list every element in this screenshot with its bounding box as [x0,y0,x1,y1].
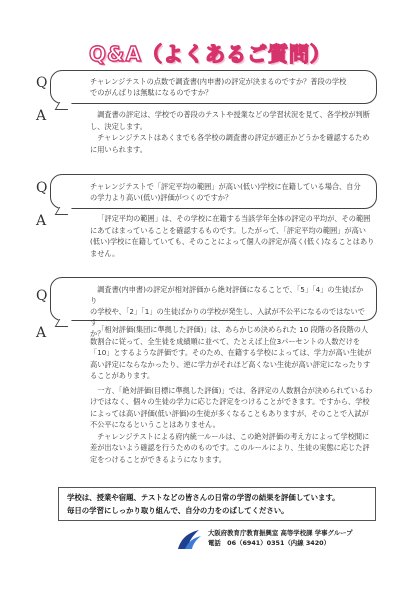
organization-phone: 電話 06（6941）0351（内線 3420） [208,539,330,547]
summary-box [58,487,376,521]
q-mark: Q [36,180,48,196]
summary-line: 学校は、授業や宿題、テストなどの皆さんの日常の学習の結果を評価しています。 [67,493,340,502]
question-line: 調査書(内申書)の評定が相対評価から絶対評価になることで、「5」「4」の生徒ばかり [90,285,364,305]
answer-paragraph: チャレンジテストはあくまでも各学校の調査書の評定が適正かどうかを確認するために用いられます。 [90,133,370,154]
answer-text [90,109,375,155]
a-mark: A [36,325,47,341]
a-mark: A [36,213,47,229]
q-mark: Q [36,288,48,304]
summary-line: 毎日の学習にしっかり取り組んで、自分の力をのばしてください。 [67,506,289,515]
question-text [90,76,370,98]
answer-text [90,213,375,259]
answer-paragraph: 一方、「絶対評価(目標に準拠した評価)」では、各評定の人数割合が決められているわけではなく、個々の生徒の学力に応じた評定をつけることができます。ですから、学校によっては高い評価(低い評価)の生徒が多くなることもありますが、そのことで入試が不公平になるということはありません。 [90,385,373,429]
answer-paragraph: 調査書の評定は、学校での普段のテストや授業などの学習状況を見て、各学校が判断し、決定します。 [90,110,370,131]
answer-paragraph: 「相対評価(集団に準拠した評価)」は、あらかじめ決められた 10 段階の各段階の人数割合に従って、全生徒を成績順に並べて、たとえば上位3パーセントの人数だけを「10」とするような評価です。そのため、在籍する学校によっては、学力が高い生徒が高い評定にならなかったり、逆に学力がそれほど高くない生徒が高い評定になったりすることがあります。 [90,325,372,380]
a-mark: A [36,108,47,124]
question-line: か？ [90,329,105,338]
question-line: チャレンジテストの点数で調査書(内申書)の評定が決まるのですか？普段の学校 [90,77,347,86]
answer-text [90,324,375,465]
question-line: の学校や、「2」「1」の生徒ばかりの学校が発生し、入試が不公平になるのではないです [90,307,365,327]
osaka-logo-icon [175,527,203,551]
q-mark: Q [36,75,48,91]
organization-name: 大阪府教育庁教育振興室 高等学校課 学事グループ [208,529,353,537]
question-text [90,181,370,203]
question-line: チャレンジテストで「評定平均の範囲」が高い(低い)学校に在籍している場合、自分 [90,182,361,191]
answer-paragraph: チャレンジテストによる府内統一ルールは、この絶対評価の考え方によって学校間に差が出ないよう確認を行うためのものです。このルールにより、生徒の実態に応じた評定をつけることができるようになります。 [90,431,370,464]
answer-paragraph: 「評定平均の範囲」は、その学校に在籍する当該学年全体の評定の平均が、その範囲にあてはまっていることを確認するものです。したがって、「評定平均の範囲」が高い(低い)学校に在籍していても、そのことによって個人の評定が高く(低く)なることはありません。 [90,214,375,258]
organization-info [208,528,398,548]
question-line: の学力より高い(低い)評価がつくのですか？ [90,193,233,202]
question-line: でのがんばりは無駄になるのですか？ [90,88,213,97]
page-title: Q&A（よくあるご質問） [89,42,331,66]
